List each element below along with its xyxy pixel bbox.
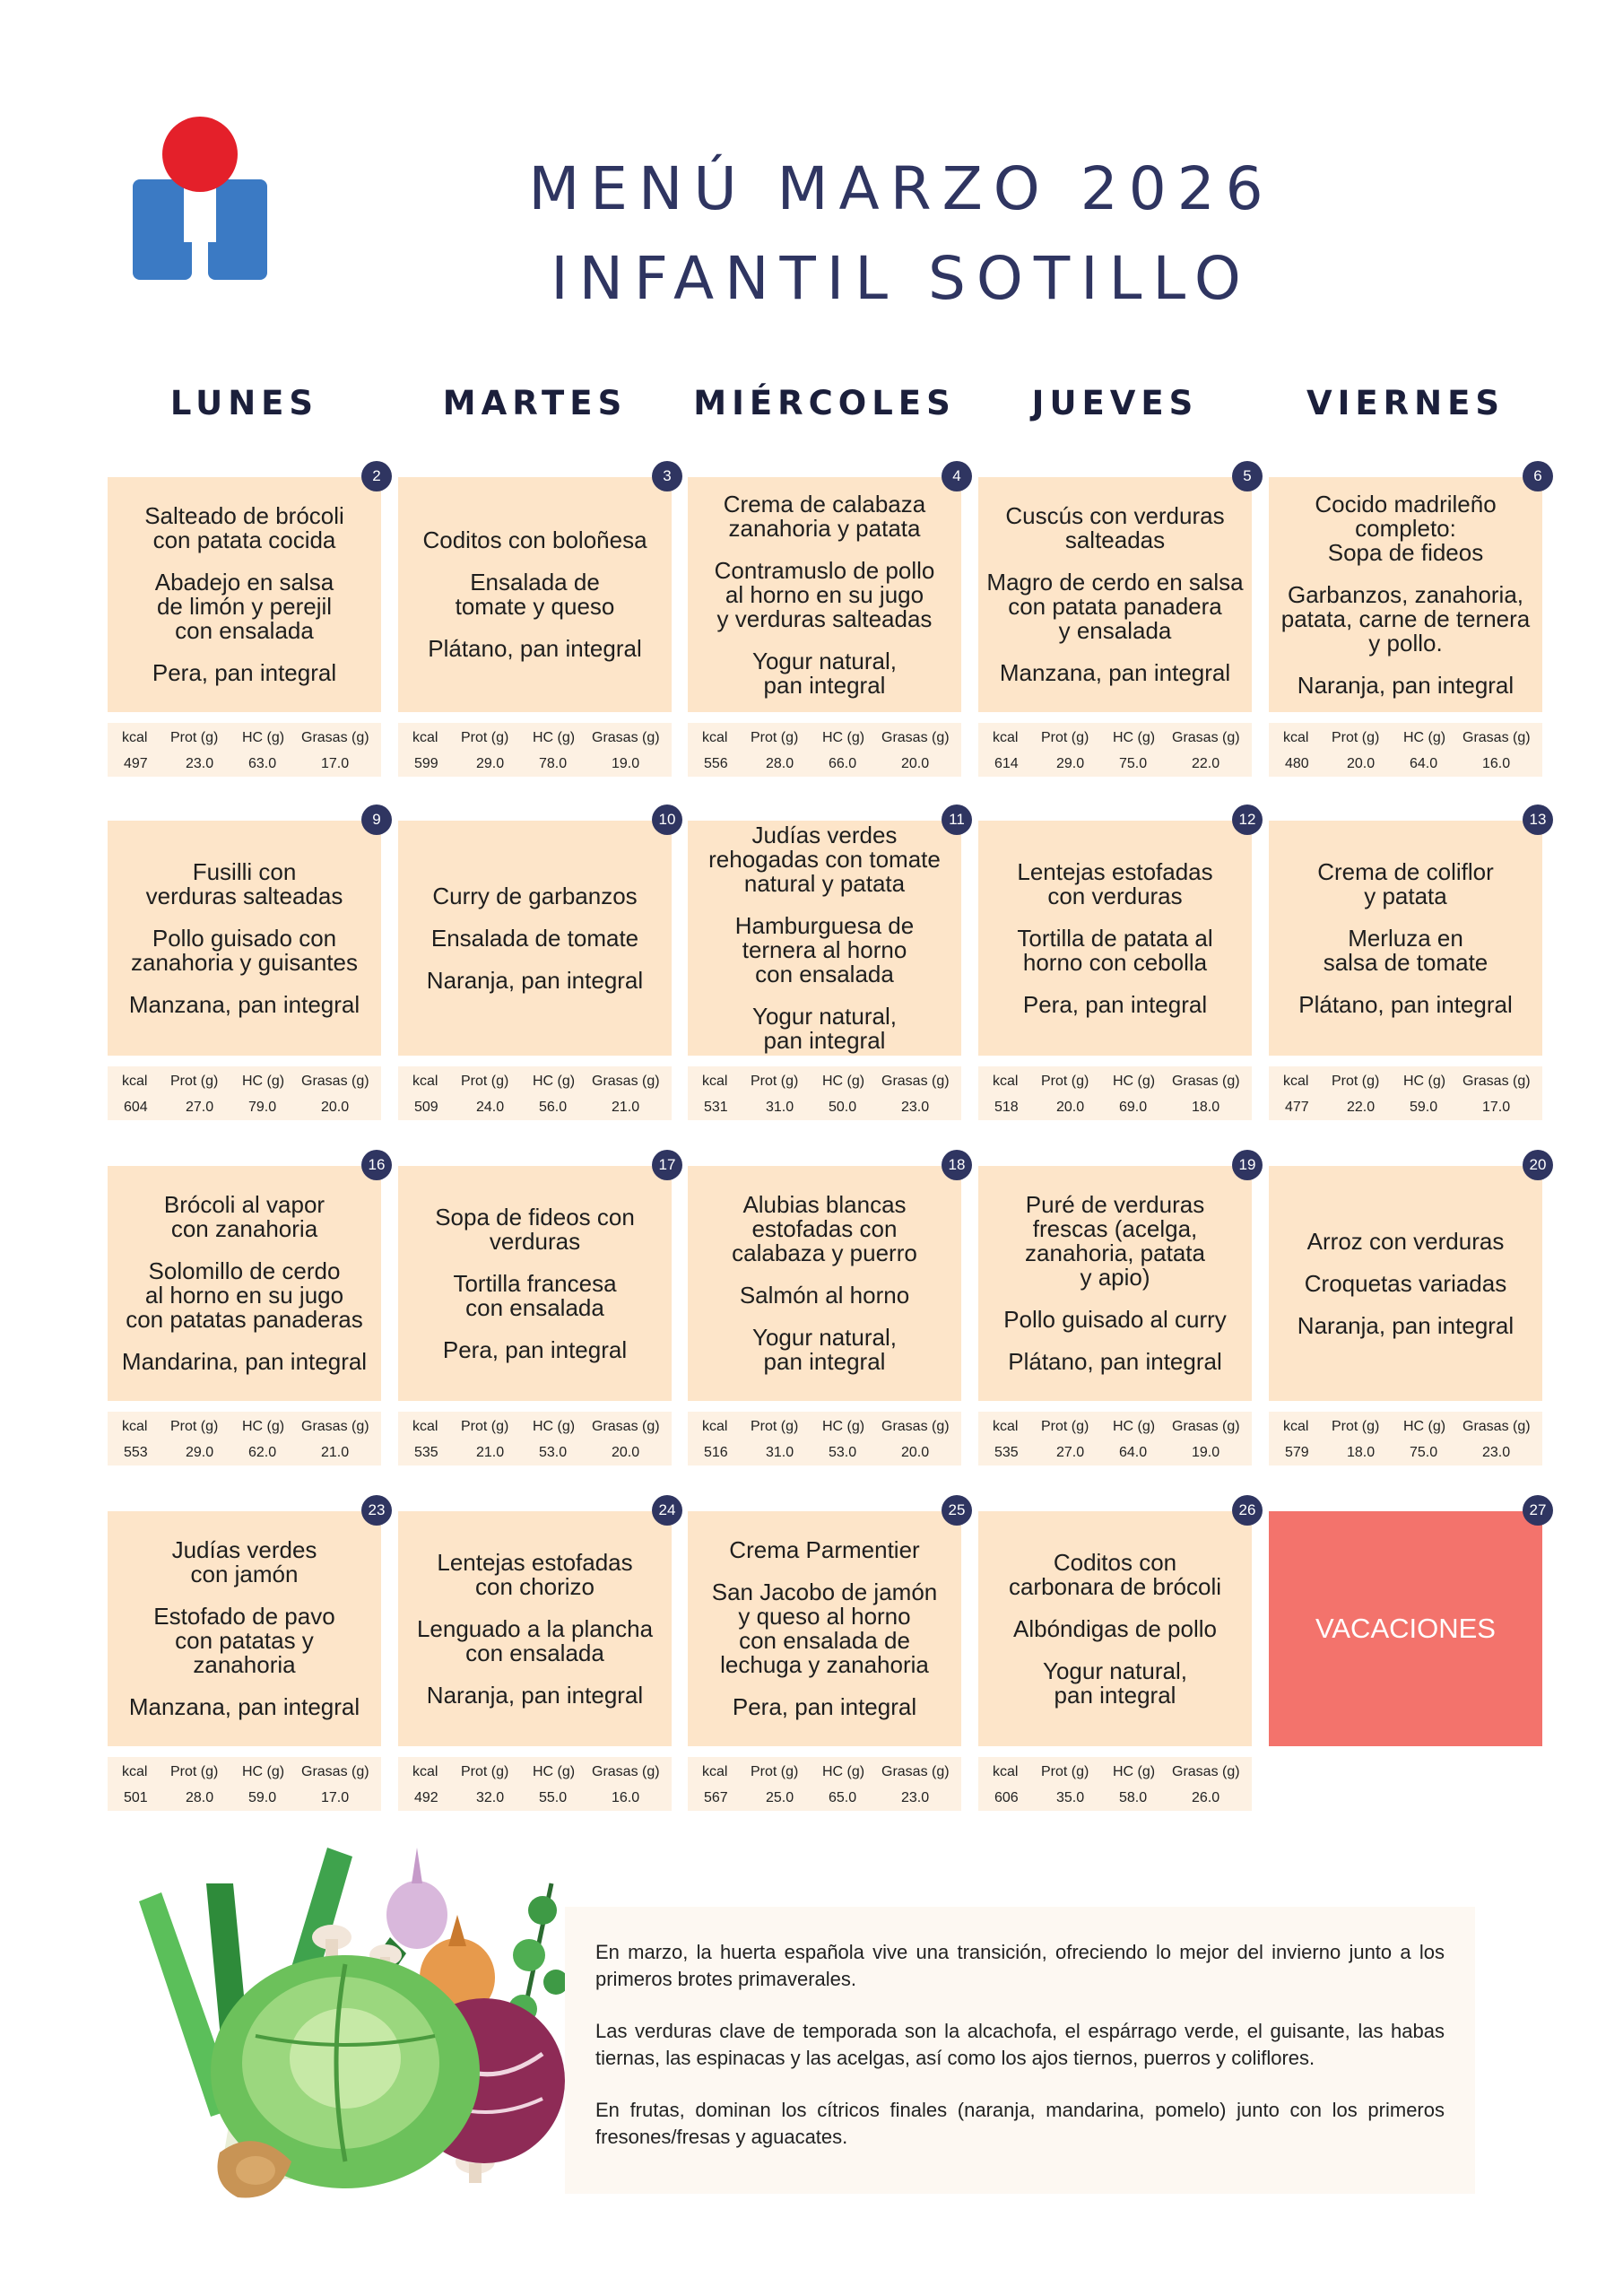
day-number-badge: 3 <box>652 461 682 491</box>
nutrition-value-hc: 69.0 <box>1119 1100 1148 1115</box>
day-number-badge: 10 <box>652 804 682 835</box>
day-number-badge: 24 <box>652 1495 682 1526</box>
nutrition-value-fat: 19.0 <box>1192 1445 1220 1460</box>
day-number-badge: 18 <box>942 1150 972 1180</box>
nutrition-label: kcal <box>993 1764 1019 1779</box>
nutrition-label: Grasas (g) <box>881 1074 950 1089</box>
dish-line: Abadejo en salsa de limón y perejil con ensalada <box>154 569 334 644</box>
dish-line: Mandarina, pan integral <box>121 1348 368 1375</box>
nutrition-row <box>688 1412 961 1465</box>
menu-cell <box>398 1511 672 1746</box>
dish-line: Alubias blancas estofadas con calabaza y puerro <box>732 1191 917 1266</box>
day-number-badge: 9 <box>361 804 392 835</box>
nutrition-label: HC (g) <box>1403 730 1446 745</box>
nutrition-label: Grasas (g) <box>1172 1419 1240 1434</box>
nutrition-value-fat: 23.0 <box>901 1100 930 1115</box>
nutrition-row <box>1269 1066 1542 1120</box>
dish-line: Yogur natural, pan integral <box>752 647 897 699</box>
nutrition-row <box>398 1066 672 1120</box>
dish-line: Merluza en salsa de tomate <box>1323 924 1488 976</box>
nutrition-value-kcal: 567 <box>704 1790 728 1805</box>
dish-line: Cuscús con verduras salteadas <box>1005 502 1225 553</box>
vacation-cell: VACACIONES <box>1269 1511 1542 1746</box>
nutrition-value-fat: 16.0 <box>612 1790 640 1805</box>
dish-line: Hamburguesa de ternera al horno con ensalada <box>734 912 915 987</box>
nutrition-row <box>398 1757 672 1811</box>
nutrition-label: kcal <box>412 1419 438 1434</box>
nutrition-value-hc: 59.0 <box>1410 1100 1438 1115</box>
dish-line: San Jacobo de jamón y queso al horno con ensalada de lechuga y zanahoria <box>711 1578 938 1678</box>
menu-cell <box>688 1166 961 1401</box>
nutrition-label: HC (g) <box>533 1764 576 1779</box>
nutrition-value-fat: 20.0 <box>901 756 930 771</box>
nutrition-value-fat: 19.0 <box>612 756 640 771</box>
nutrition-value-prot: 23.0 <box>186 756 214 771</box>
nutrition-value-fat: 20.0 <box>612 1445 640 1460</box>
nutrition-label: HC (g) <box>533 730 576 745</box>
nutrition-label: Prot (g) <box>170 1074 219 1089</box>
dish-line: Curry de garbanzos <box>432 882 638 909</box>
nutrition-label: HC (g) <box>1403 1074 1446 1089</box>
dish-line: Plátano, pan integral <box>1008 1348 1222 1375</box>
dish-line: Lentejas estofadas con chorizo <box>437 1548 633 1600</box>
nutrition-label: HC (g) <box>822 1419 865 1434</box>
dish-line: Solomillo de cerdo al horno en su jugo con patatas panaderas <box>126 1257 363 1333</box>
nutrition-label: Prot (g) <box>1332 1419 1380 1434</box>
dish-line: Pera, pan integral <box>1022 990 1208 1018</box>
nutrition-value-prot: 27.0 <box>186 1100 214 1115</box>
nutrition-label: Grasas (g) <box>1172 1764 1240 1779</box>
nutrition-label: HC (g) <box>822 1764 865 1779</box>
menu-cell <box>398 821 672 1056</box>
vegetables-illustration <box>121 1830 587 2215</box>
nutrition-label: kcal <box>412 1074 438 1089</box>
dish-line: Pollo guisado con zanahoria y guisantes <box>131 924 358 976</box>
page-subtitle: INFANTIL SOTILLO <box>551 244 1252 313</box>
nutrition-value-hc: 75.0 <box>1410 1445 1438 1460</box>
menu-cell <box>978 477 1252 712</box>
day-number-badge: 2 <box>361 461 392 491</box>
nutrition-row <box>688 1066 961 1120</box>
nutrition-value-kcal: 477 <box>1285 1100 1309 1115</box>
nutrition-value-prot: 18.0 <box>1347 1445 1376 1460</box>
nutrition-row <box>108 723 381 777</box>
nutrition-label: kcal <box>702 1419 728 1434</box>
nutrition-label: Grasas (g) <box>301 730 369 745</box>
nutrition-label: HC (g) <box>242 1764 285 1779</box>
nutrition-label: Prot (g) <box>170 730 219 745</box>
dish-line: Plátano, pan integral <box>1298 990 1513 1018</box>
dish-line: Brócoli al vapor con zanahoria <box>163 1191 325 1242</box>
dish-line: Lentejas estofadas con verduras <box>1017 857 1213 909</box>
dish-line: Naranja, pan integral <box>1297 1311 1515 1339</box>
nutrition-row <box>688 1757 961 1811</box>
nutrition-label: Prot (g) <box>461 1764 509 1779</box>
nutrition-label: Prot (g) <box>461 730 509 745</box>
nutrition-label: Prot (g) <box>1332 730 1380 745</box>
menu-cell <box>108 1166 381 1401</box>
nutrition-value-fat: 22.0 <box>1192 756 1220 771</box>
nutrition-label: kcal <box>122 1419 148 1434</box>
nutrition-value-prot: 27.0 <box>1056 1445 1085 1460</box>
menu-cell <box>688 477 961 712</box>
nutrition-value-kcal: 606 <box>994 1790 1019 1805</box>
menu-cell <box>398 477 672 712</box>
nutrition-value-prot: 28.0 <box>766 756 794 771</box>
nutrition-value-fat: 21.0 <box>321 1445 350 1460</box>
nutrition-label: HC (g) <box>242 1074 285 1089</box>
nutrition-label: Prot (g) <box>1332 1074 1380 1089</box>
nutrition-value-hc: 53.0 <box>539 1445 568 1460</box>
nutrition-label: kcal <box>412 730 438 745</box>
dish-line: Naranja, pan integral <box>426 966 644 994</box>
seasonal-info-box <box>565 1907 1475 2194</box>
nutrition-value-kcal: 516 <box>704 1445 728 1460</box>
dish-line: Coditos con boloñesa <box>422 526 647 553</box>
dish-line: Magro de cerdo en salsa con patata panadera y ensalada <box>986 569 1244 644</box>
nutrition-label: Prot (g) <box>751 1419 799 1434</box>
nutrition-value-kcal: 480 <box>1285 756 1309 771</box>
menu-cell <box>108 821 381 1056</box>
dish-line: Arroz con verduras <box>1306 1227 1505 1255</box>
day-number-badge: 5 <box>1232 461 1263 491</box>
dish-line: Lenguado a la plancha con ensalada <box>416 1614 654 1666</box>
dish-line: Ensalada de tomate y queso <box>455 569 615 620</box>
nutrition-label: Grasas (g) <box>592 1419 660 1434</box>
nutrition-value-kcal: 535 <box>994 1445 1019 1460</box>
day-number-badge: 13 <box>1523 804 1553 835</box>
dish-line: Pera, pan integral <box>152 659 337 686</box>
dish-line: Ensalada de tomate <box>430 924 639 952</box>
day-number-badge: 20 <box>1523 1150 1553 1180</box>
nutrition-label: Grasas (g) <box>592 1764 660 1779</box>
nutrition-label: Grasas (g) <box>881 1764 950 1779</box>
nutrition-label: HC (g) <box>242 730 285 745</box>
dish-line: Sopa de fideos con verduras <box>435 1203 635 1255</box>
nutrition-label: kcal <box>1283 1419 1309 1434</box>
nutrition-value-kcal: 492 <box>414 1790 438 1805</box>
nutrition-label: Grasas (g) <box>592 730 660 745</box>
day-number-badge: 23 <box>361 1495 392 1526</box>
info-paragraph: En marzo, la huerta española vive una transición, ofreciendo lo mejor del invierno junto a los primeros brotes primaverales. <box>595 1941 1445 1990</box>
nutrition-label: kcal <box>122 1764 148 1779</box>
day-number-badge: 17 <box>652 1150 682 1180</box>
dish-line: Croquetas variadas <box>1304 1269 1507 1297</box>
nutrition-row <box>978 1757 1252 1811</box>
dish-line: Yogur natural, pan integral <box>1043 1657 1187 1709</box>
day-number-badge: 4 <box>942 461 972 491</box>
nutrition-label: Grasas (g) <box>301 1074 369 1089</box>
nutrition-value-prot: 29.0 <box>1056 756 1085 771</box>
nutrition-value-kcal: 535 <box>414 1445 438 1460</box>
nutrition-label: Prot (g) <box>170 1419 219 1434</box>
nutrition-value-kcal: 579 <box>1285 1445 1309 1460</box>
nutrition-label: Prot (g) <box>1041 1074 1089 1089</box>
nutrition-row <box>978 1412 1252 1465</box>
menu-cell <box>1269 821 1542 1056</box>
day-header: MIÉRCOLES <box>693 384 956 422</box>
nutrition-value-hc: 64.0 <box>1410 756 1438 771</box>
day-number-badge: 27 <box>1523 1495 1553 1526</box>
nutrition-label: Grasas (g) <box>881 1419 950 1434</box>
nutrition-value-hc: 59.0 <box>248 1790 277 1805</box>
dish-line: Pera, pan integral <box>732 1693 917 1720</box>
nutrition-label: Prot (g) <box>461 1419 509 1434</box>
nutrition-label: HC (g) <box>1113 1419 1156 1434</box>
dish-line: Judías verdes con jamón <box>171 1536 317 1587</box>
dish-line: Manzana, pan integral <box>999 659 1231 686</box>
nutrition-label: Prot (g) <box>751 1074 799 1089</box>
nutrition-row <box>1269 723 1542 777</box>
menu-cell <box>1269 477 1542 712</box>
nutrition-label: kcal <box>993 1419 1019 1434</box>
nutrition-value-fat: 17.0 <box>1482 1100 1511 1115</box>
dish-line: Estofado de pavo con patatas y zanahoria <box>153 1603 335 1678</box>
nutrition-value-prot: 29.0 <box>186 1445 214 1460</box>
nutrition-label: Grasas (g) <box>1462 730 1531 745</box>
nutrition-value-fat: 17.0 <box>321 756 350 771</box>
nutrition-row <box>108 1066 381 1120</box>
nutrition-row <box>688 723 961 777</box>
dish-line: Plátano, pan integral <box>428 635 642 662</box>
nutrition-value-kcal: 604 <box>124 1100 148 1115</box>
day-number-badge: 26 <box>1232 1495 1263 1526</box>
nutrition-value-prot: 35.0 <box>1056 1790 1085 1805</box>
nutrition-label: Grasas (g) <box>592 1074 660 1089</box>
nutrition-value-prot: 21.0 <box>476 1445 505 1460</box>
nutrition-value-hc: 62.0 <box>248 1445 277 1460</box>
dish-line: Yogur natural, pan integral <box>752 1324 897 1375</box>
day-number-badge: 6 <box>1523 461 1553 491</box>
menu-cell <box>978 821 1252 1056</box>
nutrition-value-kcal: 553 <box>124 1445 148 1460</box>
nutrition-label: HC (g) <box>822 1074 865 1089</box>
day-number-badge: 11 <box>942 804 972 835</box>
nutrition-label: kcal <box>702 1074 728 1089</box>
nutrition-value-prot: 22.0 <box>1347 1100 1376 1115</box>
nutrition-value-prot: 24.0 <box>476 1100 505 1115</box>
menu-cell <box>1269 1166 1542 1401</box>
nutrition-row <box>398 723 672 777</box>
nutrition-value-kcal: 509 <box>414 1100 438 1115</box>
dish-line: Salmón al horno <box>739 1282 910 1309</box>
nutrition-label: Grasas (g) <box>301 1419 369 1434</box>
nutrition-row <box>108 1757 381 1811</box>
menu-cell <box>688 1511 961 1746</box>
nutrition-value-hc: 64.0 <box>1119 1445 1148 1460</box>
nutrition-label: kcal <box>993 1074 1019 1089</box>
nutrition-label: HC (g) <box>533 1419 576 1434</box>
nutrition-value-hc: 78.0 <box>539 756 568 771</box>
nutrition-label: kcal <box>993 730 1019 745</box>
nutrition-value-kcal: 501 <box>124 1790 148 1805</box>
info-paragraph: En frutas, dominan los cítricos finales (naranja, mandarina, pomelo) junto con los primeros fresones/fresas y aguacates. <box>595 2099 1445 2148</box>
nutrition-value-fat: 16.0 <box>1482 756 1511 771</box>
nutrition-value-fat: 18.0 <box>1192 1100 1220 1115</box>
dish-line: Cocido madrileño completo: Sopa de fideos <box>1315 490 1497 566</box>
nutrition-value-prot: 31.0 <box>766 1445 794 1460</box>
nutrition-row <box>978 1066 1252 1120</box>
nutrition-value-hc: 75.0 <box>1119 756 1148 771</box>
nutrition-value-prot: 28.0 <box>186 1790 214 1805</box>
nutrition-label: Grasas (g) <box>1462 1074 1531 1089</box>
menu-cell <box>398 1166 672 1401</box>
nutrition-value-hc: 50.0 <box>829 1100 857 1115</box>
dish-line: Crema de calabaza zanahoria y patata <box>723 490 926 542</box>
nutrition-label: Prot (g) <box>170 1764 219 1779</box>
day-number-badge: 12 <box>1232 804 1263 835</box>
nutrition-label: kcal <box>122 1074 148 1089</box>
nutrition-value-kcal: 556 <box>704 756 728 771</box>
day-header: MARTES <box>442 384 628 422</box>
nutrition-label: HC (g) <box>242 1419 285 1434</box>
nutrition-label: kcal <box>412 1764 438 1779</box>
nutrition-value-hc: 55.0 <box>539 1790 568 1805</box>
nutrition-row <box>978 723 1252 777</box>
nutrition-value-hc: 79.0 <box>248 1100 277 1115</box>
dish-line: Tortilla de patata al horno con cebolla <box>1017 924 1213 976</box>
nutrition-label: Prot (g) <box>461 1074 509 1089</box>
nutrition-label: Grasas (g) <box>1462 1419 1531 1434</box>
nutrition-label: HC (g) <box>1403 1419 1446 1434</box>
day-number-badge: 19 <box>1232 1150 1263 1180</box>
dish-line: Contramuslo de pollo al horno en su jugo y verduras salteadas <box>714 556 935 632</box>
day-number-badge: 25 <box>942 1495 972 1526</box>
nutrition-row <box>108 1412 381 1465</box>
nutrition-label: kcal <box>702 1764 728 1779</box>
dish-line: Puré de verduras frescas (acelga, zanahoria, patata y apio) <box>1025 1191 1205 1291</box>
dish-line: Crema de coliflor y patata <box>1317 857 1494 909</box>
nutrition-value-prot: 32.0 <box>476 1790 505 1805</box>
nutrition-row <box>1269 1412 1542 1465</box>
nutrition-value-fat: 17.0 <box>321 1790 350 1805</box>
nutrition-label: HC (g) <box>1113 730 1156 745</box>
dish-line: Fusilli con verduras salteadas <box>145 857 343 909</box>
nutrition-label: Prot (g) <box>1041 1764 1089 1779</box>
nutrition-value-hc: 58.0 <box>1119 1790 1148 1805</box>
nutrition-label: HC (g) <box>533 1074 576 1089</box>
dish-line: Naranja, pan integral <box>426 1681 644 1709</box>
nutrition-value-fat: 21.0 <box>612 1100 640 1115</box>
page-title: MENÚ MARZO 2026 <box>528 154 1274 223</box>
nutrition-value-hc: 53.0 <box>829 1445 857 1460</box>
menu-cell <box>108 1511 381 1746</box>
nutrition-label: HC (g) <box>822 730 865 745</box>
nutrition-label: kcal <box>122 730 148 745</box>
nutrition-value-fat: 23.0 <box>901 1790 930 1805</box>
nutrition-label: Prot (g) <box>1041 730 1089 745</box>
dish-line: Crema Parmentier <box>729 1536 920 1563</box>
menu-cell <box>108 477 381 712</box>
dish-line: Pollo guisado al curry <box>1003 1306 1227 1333</box>
info-paragraph: Las verduras clave de temporada son la alcachofa, el espárrago verde, el guisante, las habas tiernas, las espinacas y las acelgas, así como los ajos tiernos, puerros y coliflores. <box>595 2020 1445 2069</box>
day-number-badge: 16 <box>361 1150 392 1180</box>
dish-line: Judías verdes rehogadas con tomate natural y patata <box>708 822 941 897</box>
nutrition-value-hc: 56.0 <box>539 1100 568 1115</box>
nutrition-label: kcal <box>1283 1074 1309 1089</box>
nutrition-label: HC (g) <box>1113 1764 1156 1779</box>
nutrition-value-fat: 26.0 <box>1192 1790 1220 1805</box>
nutrition-label: Prot (g) <box>1041 1419 1089 1434</box>
nutrition-label: Grasas (g) <box>881 730 950 745</box>
day-header: JUEVES <box>1031 384 1199 422</box>
nutrition-value-fat: 23.0 <box>1482 1445 1511 1460</box>
dish-line: Tortilla francesa con ensalada <box>453 1269 617 1321</box>
nutrition-value-fat: 20.0 <box>321 1100 350 1115</box>
nutrition-value-prot: 20.0 <box>1056 1100 1085 1115</box>
nutrition-value-hc: 66.0 <box>829 756 857 771</box>
dish-line: Yogur natural, pan integral <box>752 1003 897 1054</box>
nutrition-value-kcal: 497 <box>124 756 148 771</box>
menu-cell <box>978 1511 1252 1746</box>
nutrition-value-prot: 29.0 <box>476 756 505 771</box>
nutrition-row <box>398 1412 672 1465</box>
nutrition-value-kcal: 599 <box>414 756 438 771</box>
nutrition-value-kcal: 531 <box>704 1100 728 1115</box>
menu-cell <box>688 821 961 1056</box>
day-header: LUNES <box>169 384 319 422</box>
nutrition-label: Prot (g) <box>751 1764 799 1779</box>
dish-line: Salteado de brócoli con patata cocida <box>144 502 344 553</box>
nutrition-value-kcal: 518 <box>994 1100 1019 1115</box>
dish-line: Manzana, pan integral <box>128 1693 360 1720</box>
nutrition-value-prot: 20.0 <box>1347 756 1376 771</box>
nutrition-value-prot: 25.0 <box>766 1790 794 1805</box>
dish-line: Naranja, pan integral <box>1297 671 1515 699</box>
nutrition-value-hc: 63.0 <box>248 756 277 771</box>
nutrition-label: Grasas (g) <box>1172 730 1240 745</box>
dish-line: Manzana, pan integral <box>128 990 360 1018</box>
nutrition-label: HC (g) <box>1113 1074 1156 1089</box>
nutrition-label: Grasas (g) <box>301 1764 369 1779</box>
day-header: VIERNES <box>1306 384 1506 422</box>
nutrition-value-fat: 20.0 <box>901 1445 930 1460</box>
dish-line: Garbanzos, zanahoria, patata, carne de ternera y pollo. <box>1280 580 1531 657</box>
nutrition-label: Prot (g) <box>751 730 799 745</box>
nutrition-value-hc: 65.0 <box>829 1790 857 1805</box>
dish-line: Albóndigas de pollo <box>1013 1614 1217 1642</box>
nutrition-value-kcal: 614 <box>994 756 1019 771</box>
menu-cell <box>978 1166 1252 1401</box>
nutrition-label: Grasas (g) <box>1172 1074 1240 1089</box>
nutrition-label: kcal <box>702 730 728 745</box>
dish-line: Coditos con carbonara de brócoli <box>1008 1548 1222 1600</box>
nutrition-value-prot: 31.0 <box>766 1100 794 1115</box>
nutrition-label: kcal <box>1283 730 1309 745</box>
dish-line: Pera, pan integral <box>442 1335 628 1363</box>
school-logo <box>128 117 272 283</box>
